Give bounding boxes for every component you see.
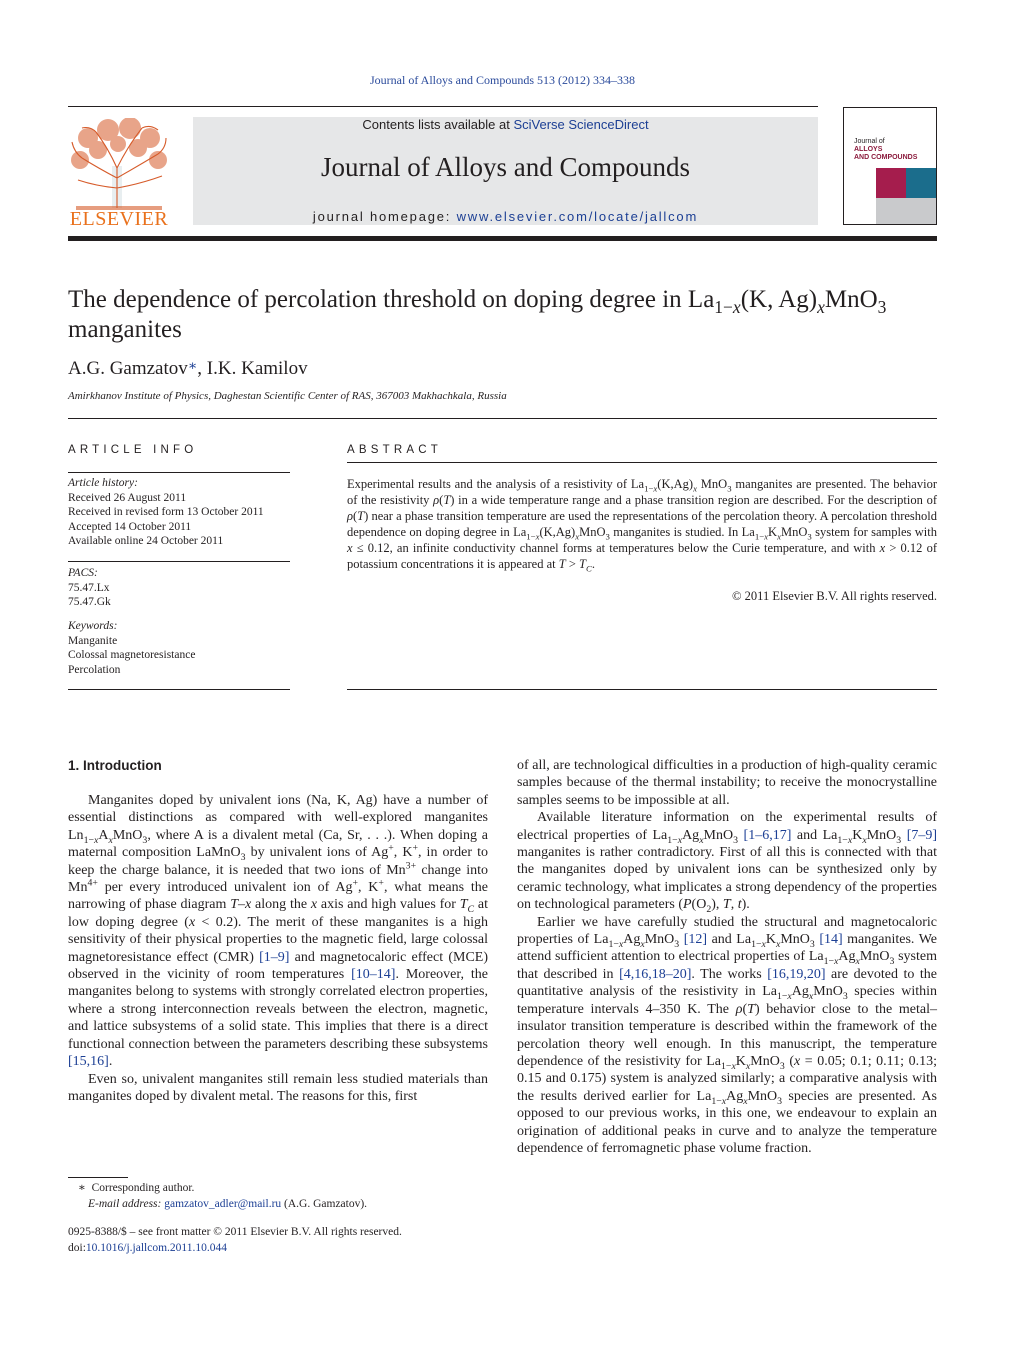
- section-heading-introduction: 1. Introduction: [68, 758, 162, 773]
- revised-date: Received in revised form 13 October 2011: [68, 506, 264, 518]
- keywords-label: Keywords:: [68, 620, 118, 632]
- pacs-label: PACS:: [68, 567, 98, 579]
- citation-link: [16,19,20]: [767, 966, 826, 982]
- citation-link: [12]: [683, 932, 708, 948]
- journal-title: Journal of Alloys and Compounds: [321, 152, 690, 182]
- citation-link: [14]: [819, 932, 843, 948]
- journal-homepage: [193, 209, 818, 224]
- citation-link: [1–6,17]: [743, 827, 792, 843]
- article-history: [68, 476, 264, 549]
- corresponding-author-footnote: [68, 1181, 367, 1212]
- online-date: Available online 24 October 2011: [68, 535, 224, 547]
- cover-red-block: [876, 168, 906, 198]
- body-column-right: [517, 757, 937, 1157]
- author-list: [68, 358, 308, 380]
- corresponding-author-mark[interactable]: ∗: [187, 359, 198, 374]
- abstract-heading: ABSTRACT: [347, 444, 442, 456]
- paragraph: of all, are technological difficulties in a production of high-quality ceramic samples because of the thermal instability; to receive the monocrystalline samples seems to be impossible at all.: [517, 758, 937, 808]
- doi-link[interactable]: 10.1016/j.jallcom.2011.10.044: [85, 1241, 227, 1254]
- doi-label: doi:: [68, 1241, 86, 1254]
- citation-link: [1–9]: [259, 949, 290, 965]
- abstract-text: Experimental results and the analysis of a resistivity of $La_{1-x}(K,Ag)_x$ MnO$_3$ manganites are presented. The behavior of the resistivity ρ(T) in a wide temperature range and a phase transition region are described. For the description of ρ(T) near a phase transition temperature are used the representations of the percolation theory. A percolation threshold dependence on doping degree in $La_{1-x}(K,Ag)_xMnO_3$ manganites is studied. In $La_{1-x}K_xMnO_3$ system for samples with x ≤ 0.12, an infinite conductivity channel forms at temperatures below the Curie temperature, and with x > 0.12 of potassium concentrations it is appeared at $T > T_C$.: [347, 477, 937, 574]
- article-info-heading: ARTICLE INFO: [68, 444, 198, 456]
- email-label: E-mail address:: [88, 1197, 162, 1210]
- info-rule-1: [68, 472, 290, 473]
- body-column-left: [68, 792, 488, 1105]
- keyword: Percolation: [68, 663, 121, 676]
- paragraph: Available literature information on the experimental results of electrical properties of $La_{1-x}Ag_xMnO_3$ [1–6,17] and $La_{1-x}K_xMnO_3$ [7–9] manganites is rather contradictory. First of all this is connected with that the manganites doped by univalent ions can be synthesized only by ceramic technology, what implicates a strong dependency of the properties on technological parameters ($P(O_2)$, T, t).: [517, 810, 938, 916]
- homepage-link[interactable]: www.elsevier.com/locate/jallcom: [456, 209, 699, 224]
- homepage-label: journal homepage:: [312, 209, 457, 224]
- author-kamilov[interactable]: , I.K. Kamilov: [197, 358, 308, 379]
- abstract-rule-top: [347, 462, 937, 463]
- info-rule-3: [68, 689, 290, 690]
- keyword: Manganite: [68, 634, 118, 647]
- pacs-code: 75.47.Lx: [68, 581, 110, 594]
- footnote-rule: [68, 1177, 128, 1178]
- pacs-block: [68, 566, 111, 610]
- keywords-block: [68, 619, 195, 677]
- email-link[interactable]: gamzatov_adler@mail.ru: [164, 1197, 282, 1210]
- footnote-corr: Corresponding author.: [91, 1182, 195, 1194]
- paragraph: Manganites doped by univalent ions (Na, K, Ag) have a number of essential distinctions as compared with well-explored manganites $Ln_{1-x}A_xMnO_3$, where A is a divalent metal (Ca, Sr, . . .). When doping a maternal composition LaMnO$_3$ by univalent ions of Ag+, K+, in order to keep the charge balance, it is needed that two ions of $Mn^{3+}$ change into $Mn^{4+}$ per every introduced univalent ion of Ag+, K+, what means the narrowing of phase diagram T–x along the x axis and high values for $T_C$ at low doping degree (x < 0.2). The merit of these manganites is a high sensitivity of their physical properties to the magnetic field, large colossal magnetoresistance effect (CMR) [1–9] and magnetocaloric effect (MCE) observed in the vicinity of room temperatures [10–14]. Moreover, the manganites belong to systems with strongly correlated electron properties, where a strong interconnection reveals between the electron, magnetic, and lattice subsystems of a solid state. This implies that there is a direct functional connection between the parameters describing these subsystems [15,16].: [68, 793, 489, 1070]
- journal-citation[interactable]: Journal of Alloys and Compounds 513 (2012) 334–338: [370, 73, 635, 87]
- cover-teal-block: [906, 168, 936, 198]
- article-title: The dependence of percolation threshold on doping degree in $La_{1-x}(K$, $Ag)_xMnO_3$ manganites: [68, 286, 887, 343]
- elsevier-wordmark: ELSEVIER: [69, 208, 169, 230]
- copyright-notice: © 2011 Elsevier B.V. All rights reserved.: [732, 589, 937, 603]
- paragraph: Earlier we have carefully studied the structural and magnetocaloric properties of $La_{1-x}Ag_xMnO_3$ [12] and $La_{1-x}K_xMnO_3$ [14] manganites. We attend sufficient attention to electrical properties of $La_{1-x}Ag_xMnO_3$ system that described in [4,16,18–20]. The works [16,19,20] are devoted to the quantitative analysis of the resistivity in $La_{1-x}Ag_xMnO_3$ species within temperature intervals 4–350 K. The ρ(T) behavior close to the metal–insulator transition temperature is described within the framework of the percolation theory well enough. In this manuscript, the temperature dependence of the resistivity for $La_{1-x}K_xMnO_3$ (x = 0.05; 0.1; 0.11; 0.13; 0.15 and 0.175) system is analyzed similarly; a comparative analysis with the results derived earlier for $La_{1-x}Ag_xMnO_3$ species are presented. As opposed to our previous works, in this one, we endeavour to explain an origination of additional peaks in curve and to analyze the temperature dependence of ferromagnetic phase volume fraction.: [517, 914, 938, 1156]
- email-suffix: (A.G. Gamzatov).: [281, 1197, 368, 1210]
- contents-line: [193, 117, 818, 132]
- citation-link: [7–9]: [906, 827, 938, 843]
- sciencedirect-link[interactable]: SciVerse ScienceDirect: [513, 117, 649, 132]
- footnote-star: ∗: [78, 1182, 92, 1194]
- abstract-rule-bottom: [347, 689, 937, 690]
- citation-link: [15,16]: [68, 1054, 109, 1070]
- cover-grey-block: [876, 198, 936, 224]
- info-rule-2: [68, 561, 290, 562]
- cover-text: Journal of ALLOYS AND COMPOUNDS: [854, 138, 918, 161]
- title-rule: [68, 418, 937, 419]
- author-gamzatov[interactable]: A.G. Gamzatov: [68, 358, 188, 379]
- keyword: Colossal magnetoresistance: [68, 649, 196, 661]
- elsevier-logo: [68, 118, 170, 230]
- history-label: Article history:: [68, 477, 138, 489]
- received-date: Received 26 August 2011: [68, 491, 187, 504]
- affiliation: Amirkhanov Institute of Physics, Daghestan Scientific Center of RAS, 367003 Makhachkala, Russia: [68, 390, 507, 402]
- pacs-code: 75.47.Gk: [68, 596, 111, 608]
- citation-link: [4,16,18–20]: [619, 966, 692, 982]
- journal-cover-thumbnail[interactable]: [843, 107, 937, 225]
- paragraph: Even so, univalent manganites still remain less studied materials than manganites doped by divalent metal. The reasons for this, first: [68, 1071, 488, 1104]
- contents-prefix: Contents lists available at: [362, 117, 514, 132]
- issn-line: 0925-8388/$ – see front matter © 2011 Elsevier B.V. All rights reserved.: [68, 1226, 402, 1238]
- accepted-date: Accepted 14 October 2011: [68, 520, 192, 533]
- header-thick-rule: [68, 236, 937, 241]
- header-rule: [68, 106, 818, 107]
- issn-block: [68, 1225, 402, 1256]
- citation-link: [10–14]: [351, 967, 396, 983]
